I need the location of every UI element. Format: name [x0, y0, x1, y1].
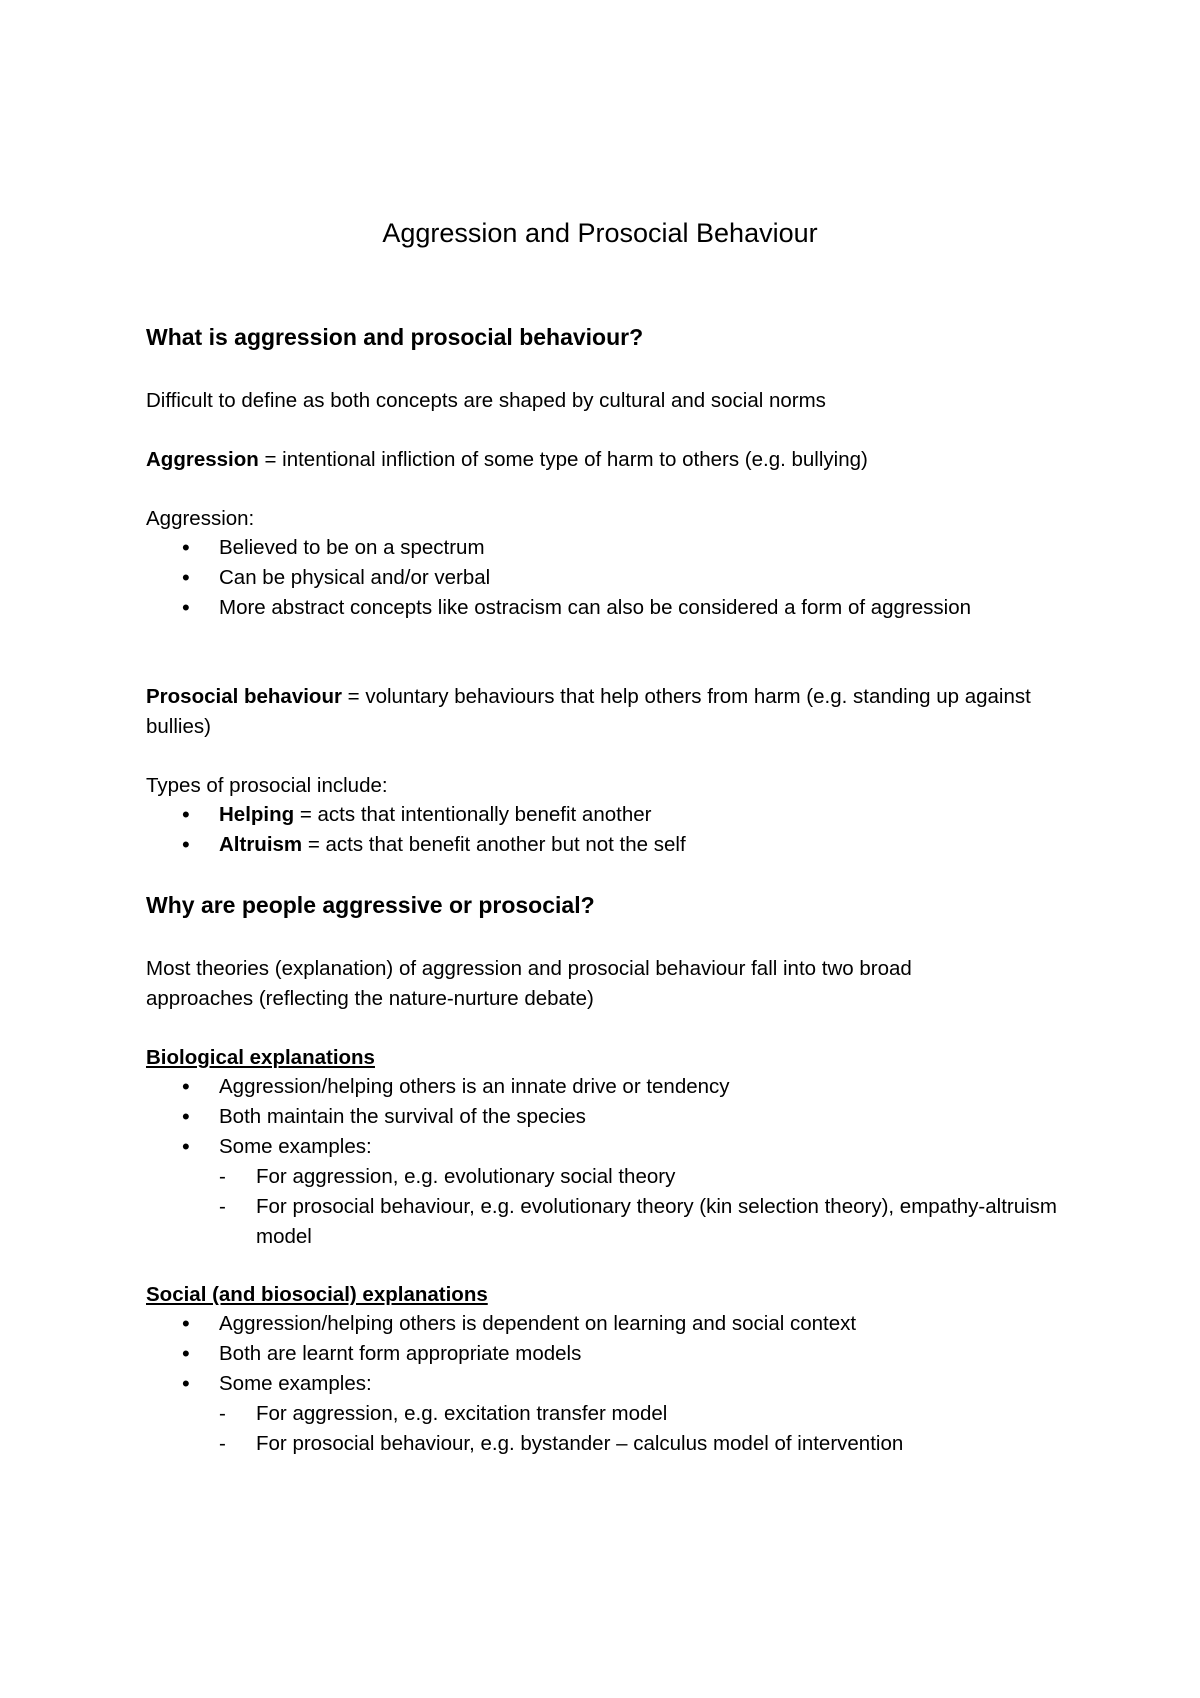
prosocial-definition — [146, 682, 1046, 742]
aggression-term: Aggression — [146, 448, 259, 471]
prosocial-list — [146, 800, 686, 860]
aggression-definition — [146, 445, 1046, 475]
social-list — [146, 1309, 856, 1399]
helping-term: Helping — [219, 803, 295, 826]
section-heading-why: Why are people aggressive or prosocial? — [146, 892, 595, 918]
aggression-list-label: Aggression: — [146, 507, 255, 530]
list-item: • Believed to be on a spectrum — [146, 533, 971, 563]
list-item: • Both are learnt form appropriate models — [146, 1339, 856, 1369]
list-item: • Some examples: — [146, 1132, 730, 1162]
prosocial-term: Prosocial behaviour — [146, 685, 342, 708]
aggression-definition-text: = intentional infliction of some type of harm to others (e.g. bullying) — [258, 448, 868, 471]
list-item — [146, 830, 686, 860]
document-title: Aggression and Prosocial Behaviour — [382, 218, 818, 248]
list-item: - For prosocial behaviour, e.g. evolutionary theory (kin selection theory), empathy-altruism model — [146, 1192, 1076, 1252]
social-heading: Social (and biosocial) explanations — [146, 1283, 488, 1306]
list-item: • Some examples: — [146, 1369, 856, 1399]
list-item: • Aggression/helping others is an innate drive or tendency — [146, 1072, 730, 1102]
biological-heading: Biological explanations — [146, 1046, 375, 1069]
social-examples — [146, 1399, 1076, 1459]
prosocial-definition-text: = voluntary behaviours that help others from harm (e.g. standing up against bullies) — [146, 685, 1031, 738]
list-item: • Aggression/helping others is dependent on learning and social context — [146, 1309, 856, 1339]
prosocial-list-label: Types of prosocial include: — [146, 774, 388, 797]
intro-paragraph: Difficult to define as both concepts are shaped by cultural and social norms — [146, 389, 826, 412]
list-item: • Can be physical and/or verbal — [146, 563, 971, 593]
list-item: - For prosocial behaviour, e.g. bystander – calculus model of intervention — [146, 1429, 1076, 1459]
list-item: - For aggression, e.g. evolutionary social theory — [146, 1162, 1076, 1192]
biological-list — [146, 1072, 730, 1162]
list-item: • More abstract concepts like ostracism can also be considered a form of aggression — [146, 593, 971, 623]
theories-paragraph: Most theories (explanation) of aggression and prosocial behaviour fall into two broad approaches (reflecting the nature-nurture debate) — [146, 957, 912, 1010]
altruism-text: = acts that benefit another but not the self — [302, 833, 686, 856]
section-heading-what-is: What is aggression and prosocial behaviour? — [146, 324, 644, 350]
list-item — [146, 800, 686, 830]
list-item: • Both maintain the survival of the species — [146, 1102, 730, 1132]
list-item: - For aggression, e.g. excitation transfer model — [146, 1399, 1076, 1429]
altruism-term: Altruism — [219, 833, 303, 856]
biological-examples — [146, 1162, 1076, 1252]
aggression-list — [146, 533, 971, 623]
helping-text: = acts that intentionally benefit another — [294, 803, 652, 826]
